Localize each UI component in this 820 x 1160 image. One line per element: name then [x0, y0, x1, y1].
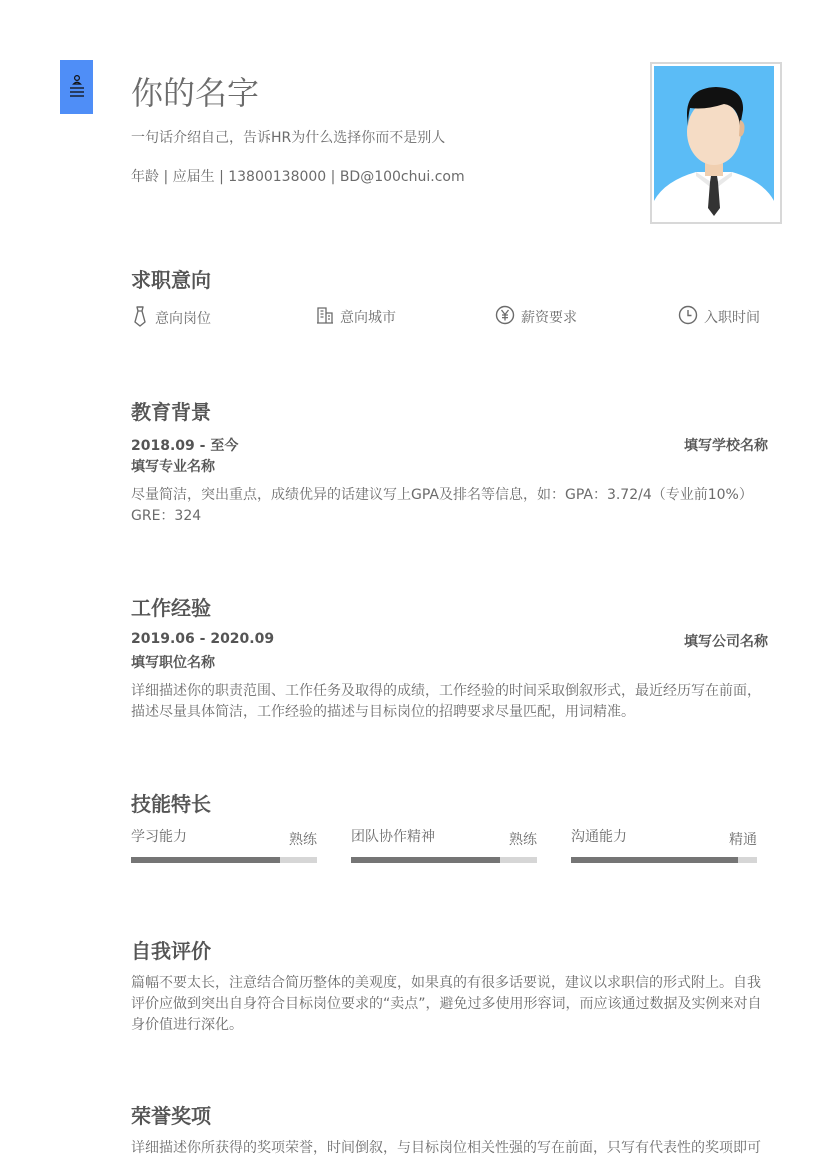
self-eval-description: 篇幅不要太长，注意结合简历整体的美观度，如果真的有很多话要说，建议以求职信的形式附上。自我评价应做到突出自身符合目标岗位要求的“卖点”，避免过多使用形容词，而应该通过数据及实例来对自身价值进行深化。 — [131, 975, 762, 1033]
skill-bar-track — [351, 857, 537, 863]
intent-item-start-date — [678, 305, 760, 329]
intent-label: 意向岗位 — [155, 311, 211, 327]
school-name: 填写学校名称 — [684, 438, 768, 454]
intent-label: 薪资要求 — [521, 310, 577, 326]
skill-level: 熟练 — [289, 832, 317, 848]
skill-item — [131, 826, 317, 866]
section-title-education: 教育背景 — [131, 400, 211, 424]
yen-icon — [495, 305, 521, 329]
section-title-work: 工作经验 — [131, 596, 211, 620]
position-name: 填写职位名称 — [131, 655, 215, 671]
skill-item — [351, 826, 537, 866]
person-menu-icon — [60, 60, 93, 114]
section-title-intent: 求职意向 — [131, 268, 211, 292]
education-description: 尽量简洁，突出重点，成绩优异的话建议写上GPA及排名等信息，如：GPA：3.72/4（专业前10%） GRE：324 — [131, 487, 753, 524]
skill-bar-track — [131, 857, 317, 863]
skill-level: 熟练 — [509, 832, 537, 848]
work-description: 详细描述你的职责范围、工作任务及取得的成绩，工作经验的时间采取倒叙形式，最近经历写在前面，描述尽量具体简洁，工作经验的描述与目标岗位的招聘要求尽量匹配，用词精准。 — [131, 683, 761, 720]
skill-item — [571, 826, 757, 866]
major-name: 填写专业名称 — [131, 459, 215, 475]
skill-bar-fill — [571, 857, 738, 863]
skill-level: 精通 — [729, 832, 757, 848]
company-name: 填写公司名称 — [684, 634, 768, 650]
self-intro: 一句话介绍自己，告诉HR为什么选择你而不是别人 — [131, 130, 446, 146]
skill-name: 沟通能力 — [571, 829, 627, 845]
clock-icon — [678, 305, 704, 329]
honors-description: 详细描述你所获得的奖项荣誉，时间倒叙，与目标岗位相关性强的写在前面，只写有代表性的奖项即可 — [131, 1140, 761, 1156]
tie-icon — [131, 305, 155, 331]
work-period: 2019.06 - 2020.09 — [131, 631, 275, 647]
profile-photo — [650, 62, 782, 224]
intent-item-position — [131, 305, 211, 331]
education-period: 2018.09 - 至今 — [131, 438, 239, 454]
intent-item-salary — [495, 305, 577, 329]
resume-name: 你的名字 — [131, 74, 260, 112]
section-title-self-eval: 自我评价 — [131, 939, 211, 963]
skill-name: 学习能力 — [131, 829, 187, 845]
intent-label: 意向城市 — [340, 310, 396, 326]
skill-bar-track — [571, 857, 757, 863]
building-icon — [316, 305, 340, 329]
contact-info: 年龄 | 应届生 | 13800138000 | BD@100chui.com — [131, 169, 465, 185]
section-title-skills: 技能特长 — [131, 792, 211, 816]
intent-label: 入职时间 — [704, 310, 760, 326]
intent-item-city — [316, 305, 396, 329]
skill-bar-fill — [131, 857, 280, 863]
section-title-honors: 荣誉奖项 — [131, 1104, 211, 1128]
skill-bar-fill — [351, 857, 500, 863]
job-intent-row — [131, 305, 761, 329]
skill-name: 团队协作精神 — [351, 829, 435, 845]
